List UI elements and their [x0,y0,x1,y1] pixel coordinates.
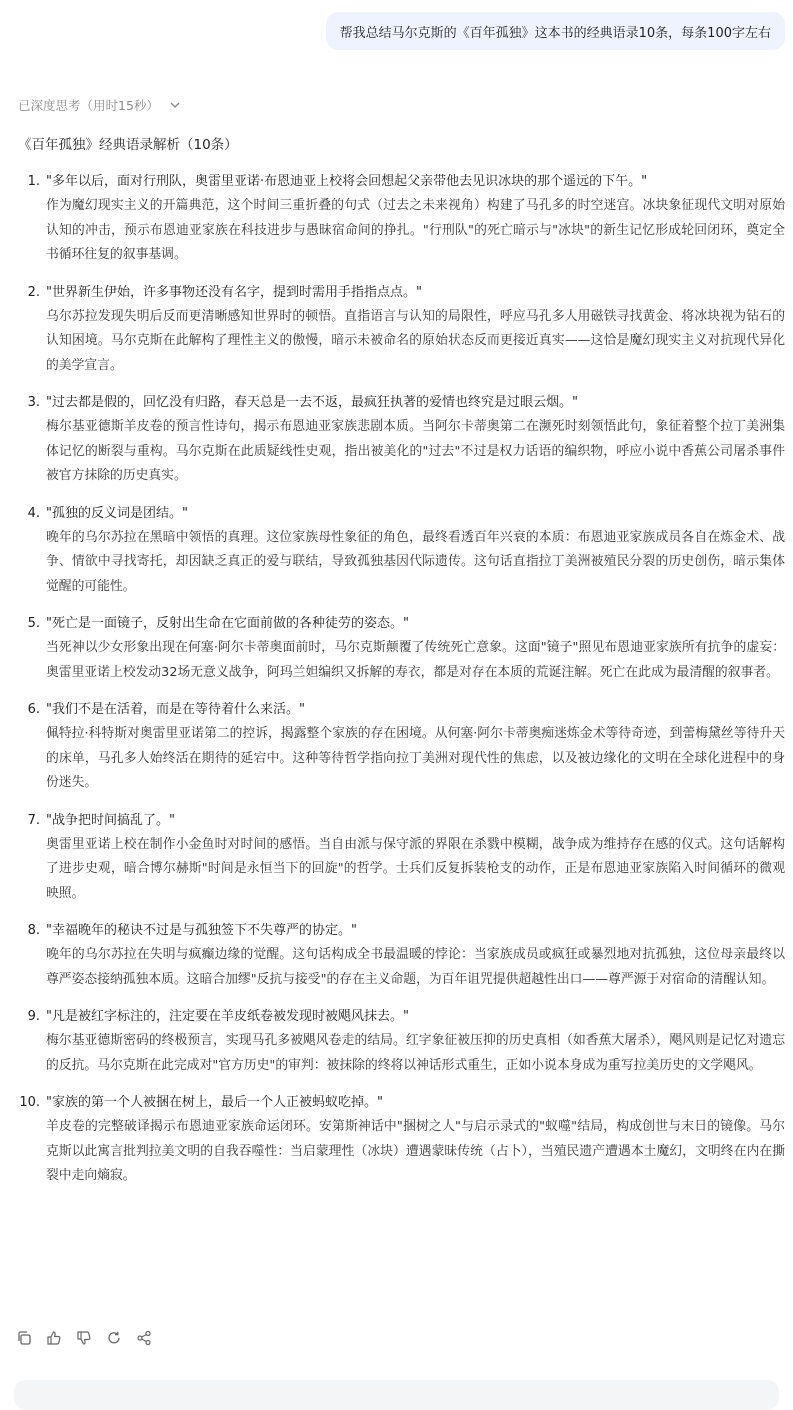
item-quote: "凡是被红字标注的，注定要在羊皮纸卷被发现时被飓风抹去。" [46,1009,409,1024]
list-item [0,698,793,796]
item-text: 羊皮卷的完整破译揭示布恩迪亚家族命运闭环。安第斯神话中"捆树之人"与启示录式的"蚁噬"结局，构成创世与末日的镜像。马尔克斯以此寓言批判拉美文明的自我吞噬性：当启蒙理性（冰块）遭遇蒙昧传统（占卜），当殖民遗产遭遇本土魔幻，文明终在内在撕裂中走向熵寂。 [46,1119,785,1183]
item-text: 晚年的乌尔苏拉在黑暗中领悟的真理。这位家族母性象征的角色，最终看透百年兴衰的本质：布恩迪亚家族成员各自在炼金术、战争、情欲中寻找寄托，却因缺乏真正的爱与联结，导致孤独基因代际遗传。这句话直指拉丁美洲被殖民分裂的历史创伤，暗示集体觉醒的可能性。 [46,529,785,594]
item-number: 1. [27,174,40,189]
item-text: 作为魔幻现实主义的开篇典范，这个时间三重折叠的句式（过去之未来视角）构建了马孔多的时空迷宫。冰块象征现代文明对原始认知的冲击，预示布恩迪亚家族在科技进步与愚昧宿命间的挣扎。"行刑队"的死亡暗示与"冰块"的新生记忆形成轮回闭环，奠定全书循环往复的叙事基调。 [46,198,785,262]
thumbs-up-icon[interactable] [46,1330,62,1346]
item-number: 4. [27,505,40,521]
item-text: 佩特拉·科特斯对奥雷里亚诺第二的控诉，揭露整个家族的存在困境。从何塞·阿尔卡蒂奥痴迷炼金术等待奇迹，到蕾梅黛丝等待升天的床单，马孔多人始终活在期待的延宕中。这种等待哲学指向拉丁美洲对现代性的焦虑，以及被边缘化的文明在全球化进程中的身份迷失。 [46,726,785,790]
user-message: 帮我总结马尔克斯的《百年孤独》这本书的经典语录10条，每条100字左右 [326,12,785,50]
message-actions [16,1330,152,1346]
item-quote: "过去都是假的，回忆没有归路，春天总是一去不返，最疯狂执著的爱情也终究是过眼云烟。" [46,395,578,410]
item-quote: "世界新生伊始，许多事物还没有名字，提到时需用手指指点点。" [46,284,422,300]
item-quote: "多年以后，面对行刑队，奥雷里亚诺·布恩迪亚上校将会回想起父亲带他去见识冰块的那个遥远的下午。" [46,174,648,189]
item-number: 8. [27,923,40,938]
item-text: 奥雷里亚诺上校在制作小金鱼时对时间的感悟。当自由派与保守派的界限在杀戮中模糊，战争成为维持存在感的仪式。这句话解构了进步史观，暗合博尔赫斯"时间是永恒当下的回旋"的哲学。士兵们反复拆装枪支的动作，正是布恩迪亚家族陷入时间循环的微观映照。 [46,836,785,901]
item-text: 梅尔基亚德斯羊皮卷的预言性诗句，揭示布恩迪亚家族悲剧本质。当阿尔卡蒂奥第二在濒死时刻领悟此句，象征着整个拉丁美洲集体记忆的断裂与重构。马尔克斯在此质疑线性史观，指出被美化的"过去"不过是权力话语的编织物，呼应小说中香蕉公司屠杀事件被官方抹除的历史真实。 [46,419,785,483]
thinking-toggle[interactable] [18,96,181,114]
item-number: 5. [27,616,40,631]
list-item [0,809,793,907]
item-number: 6. [27,702,40,717]
item-number: 7. [27,812,40,828]
list-item [0,391,793,489]
list-item [0,281,793,379]
item-number: 9. [27,1009,40,1024]
copy-icon[interactable] [16,1330,32,1346]
answer-intro: 《百年孤独》经典语录解析（10条） [18,137,238,153]
item-number: 10. [19,1095,40,1110]
item-quote: "孤独的反义词是团结。" [46,505,188,521]
list-item [0,502,793,600]
thumbs-down-icon[interactable] [76,1330,92,1346]
list-item [0,1005,793,1078]
item-text: 梅尔基亚德斯密码的终极预言，实现马孔多被飓风卷走的结局。红字象征被压抑的历史真相（如香蕉大屠杀），飓风则是记忆对遗忘的反抗。马尔克斯在此完成对"官方历史"的审判：被抹除的终将以神话形式重生，正如小说本身成为重写拉美历史的文学飓风。 [46,1033,785,1073]
chevron-down-icon [169,99,181,111]
share-icon[interactable] [136,1330,152,1346]
list-item [0,170,793,268]
refresh-icon[interactable] [106,1330,122,1346]
item-quote: "家族的第一个人被捆在树上，最后一个人正被蚂蚁吃掉。" [46,1095,383,1110]
item-quote: "死亡是一面镜子，反射出生命在它面前做的各种徒劳的姿态。" [46,616,409,631]
item-number: 3. [27,395,40,410]
list-item [0,612,793,685]
thinking-label: 已深度思考（用时15秒） [18,98,159,113]
chat-input[interactable] [14,1380,779,1410]
item-quote: "战争把时间搞乱了。" [46,812,175,828]
list-item [0,919,793,992]
item-text: 晚年的乌尔苏拉在失明与疯癫边缘的觉醒。这句话构成全书最温暖的悖论：当家族成员或疯狂或暴烈地对抗孤独，这位母亲最终以尊严姿态接纳孤独本质。这暗合加缪"反抗与接受"的存在主义命题，为百年诅咒提供超越性出口——尊严源于对宿命的清醒认知。 [46,947,785,987]
item-text: 乌尔苏拉发现失明后反而更清晰感知世界时的顿悟。直指语言与认知的局限性，呼应马孔多人用磁铁寻找黄金、将冰块视为钻石的认知困境。马尔克斯在此解构了理性主义的傲慢，暗示未被命名的原始状态反而更接近真实——这恰是魔幻现实主义对抗现代异化的美学宣言。 [46,308,785,373]
list-item [0,1091,793,1189]
item-quote: "我们不是在活着，而是在等待着什么来活。" [46,702,305,717]
answer-list [0,170,793,1202]
item-quote: "幸福晚年的秘诀不过是与孤独签下不失尊严的协定。" [46,923,357,938]
item-number: 2. [27,284,40,300]
item-text: 当死神以少女形象出现在何塞·阿尔卡蒂奥面前时，马尔克斯颠覆了传统死亡意象。这面"镜子"照见布恩迪亚家族所有抗争的虚妄：奥雷里亚诺上校发动32场无意义战争，阿玛兰妲编织又拆解的寿衣，都是对存在本质的荒诞注解。死亡在此成为最清醒的叙事者。 [46,640,785,680]
